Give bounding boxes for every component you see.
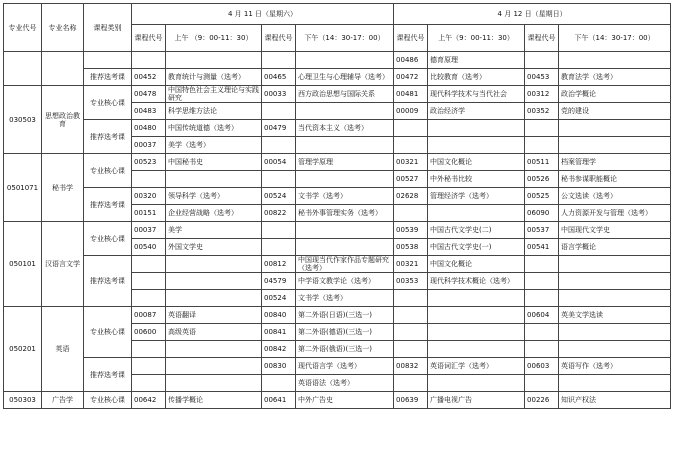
am1-course: 传播学概论 (166, 392, 262, 409)
am2-code: 02628 (394, 188, 428, 205)
pm2-code (525, 375, 559, 392)
pm1-code (262, 375, 296, 392)
pm1-code (262, 103, 296, 120)
table-row (4, 52, 671, 69)
am1-code: 00478 (132, 86, 166, 103)
am2-course: 政治经济学 (428, 103, 525, 120)
pm2-course: 秘书参谋职能概论 (559, 171, 671, 188)
am1-code (132, 375, 166, 392)
category-cell (84, 52, 132, 69)
pm1-code: 00054 (262, 154, 296, 171)
pm1-code: 04579 (262, 273, 296, 290)
am2-code: 00539 (394, 222, 428, 239)
table-row (4, 256, 671, 273)
pm1-code: 00641 (262, 392, 296, 409)
am1-course: 英语翻译 (166, 307, 262, 324)
table-row (4, 69, 671, 86)
pm1-course (296, 171, 394, 188)
pm2-code: 00511 (525, 154, 559, 171)
am2-course: 中国古代文学史(二) (428, 222, 525, 239)
major-name-cell: 汉语言文学 (42, 222, 84, 307)
am2-course (428, 205, 525, 222)
am1-course (166, 52, 262, 69)
header-day1: 4 月 11 日（星期六） (132, 4, 394, 25)
am1-course: 外国文学史 (166, 239, 262, 256)
am2-course: 中国文化概论 (428, 256, 525, 273)
am2-code: 00472 (394, 69, 428, 86)
pm2-code: 00537 (525, 222, 559, 239)
pm2-course: 英语写作（选考） (559, 358, 671, 375)
major-name-cell: 广告学 (42, 392, 84, 409)
am2-course (428, 120, 525, 137)
pm2-code: 00604 (525, 307, 559, 324)
am2-code: 00481 (394, 86, 428, 103)
category-cell: 专业核心课 (84, 392, 132, 409)
am2-code (394, 341, 428, 358)
pm1-course (296, 137, 394, 154)
am1-code (132, 273, 166, 290)
table-row (4, 392, 671, 409)
am1-code (132, 256, 166, 273)
pm1-course: 现代语言学（选考） (296, 358, 394, 375)
pm1-course: 文书学（选考） (296, 290, 394, 307)
pm1-course: 中学语文教学论（选考） (296, 273, 394, 290)
am1-code (132, 52, 166, 69)
category-cell: 推荐选考课 (84, 358, 132, 392)
am2-course: 现代科学技术概论（选考） (428, 273, 525, 290)
am2-course (428, 137, 525, 154)
am1-course: 教育统计与测量（选考） (166, 69, 262, 86)
pm1-code (262, 171, 296, 188)
pm1-code: 00822 (262, 205, 296, 222)
category-cell: 推荐选考课 (84, 120, 132, 154)
am2-course: 比较教育（选考） (428, 69, 525, 86)
pm1-course: 文书学（选考） (296, 188, 394, 205)
pm2-course: 档案管理学 (559, 154, 671, 171)
header-course-category: 课程类别 (84, 4, 132, 52)
am1-course: 科学思维方法论 (166, 103, 262, 120)
pm2-code (525, 273, 559, 290)
am1-code: 00483 (132, 103, 166, 120)
am1-course (166, 341, 262, 358)
major-code-cell: 0501071 (4, 154, 42, 222)
pm1-code: 00465 (262, 69, 296, 86)
am2-course: 中外秘书比较 (428, 171, 525, 188)
pm1-code (262, 137, 296, 154)
table-row (4, 358, 671, 375)
header-code-am2: 课程代号 (394, 25, 428, 52)
pm1-course: 第二外语(德语)(三选一) (296, 324, 394, 341)
am1-course: 中国特色社会主义理论与实践研究 (166, 86, 262, 103)
am1-code (132, 171, 166, 188)
header-pm-day1: 下午（14：30-17：00） (296, 25, 394, 52)
major-code-cell: 030503 (4, 86, 42, 154)
major-name-cell: 英语 (42, 307, 84, 392)
pm2-course: 中国现代文学史 (559, 222, 671, 239)
pm1-code: 00524 (262, 290, 296, 307)
category-cell: 专业核心课 (84, 154, 132, 188)
am2-code: 00353 (394, 273, 428, 290)
pm2-course: 教育法学（选考） (559, 69, 671, 86)
header-major-name: 专业名称 (42, 4, 84, 52)
am2-course: 英语词汇学（选考） (428, 358, 525, 375)
am2-code: 00639 (394, 392, 428, 409)
am2-course: 管理经济学（选考） (428, 188, 525, 205)
pm1-code: 00812 (262, 256, 296, 273)
am1-code: 00480 (132, 120, 166, 137)
major-code-cell: 050303 (4, 392, 42, 409)
am2-code (394, 120, 428, 137)
major-name-cell: 思想政治教育 (42, 86, 84, 154)
header-code-pm1: 课程代号 (262, 25, 296, 52)
am2-code: 00486 (394, 52, 428, 69)
pm1-code (262, 239, 296, 256)
header-am-day1: 上午 （9：00-11：30） (166, 25, 262, 52)
am2-code (394, 307, 428, 324)
am2-course (428, 307, 525, 324)
am2-code (394, 137, 428, 154)
pm2-course (559, 375, 671, 392)
table-row (4, 154, 671, 171)
am1-code: 00540 (132, 239, 166, 256)
pm1-course: 中外广告史 (296, 392, 394, 409)
am1-code: 00600 (132, 324, 166, 341)
pm2-course: 人力资源开发与管理（选考） (559, 205, 671, 222)
header-am-day2: 上午（9：00-11：30） (428, 25, 525, 52)
exam-schedule-sheet (3, 3, 671, 409)
pm2-code (525, 256, 559, 273)
pm2-code: 06090 (525, 205, 559, 222)
pm1-code: 00842 (262, 341, 296, 358)
header-day2: 4 月 12 日（星期日） (394, 4, 671, 25)
major-code-cell: 050101 (4, 222, 42, 307)
pm2-course (559, 120, 671, 137)
pm2-code: 00541 (525, 239, 559, 256)
am1-course (166, 256, 262, 273)
pm1-course: 中国现当代作家作品专题研究（选考） (296, 256, 394, 273)
pm2-code: 00603 (525, 358, 559, 375)
category-cell: 专业核心课 (84, 86, 132, 120)
am1-course: 美学 (166, 222, 262, 239)
pm1-code: 00841 (262, 324, 296, 341)
pm2-code: 00226 (525, 392, 559, 409)
table-row (4, 222, 671, 239)
am1-course (166, 358, 262, 375)
am1-course: 高级英语 (166, 324, 262, 341)
pm2-code (525, 137, 559, 154)
pm1-course: 当代资本主义（选考） (296, 120, 394, 137)
major-code-cell (4, 52, 42, 86)
am1-code: 00037 (132, 137, 166, 154)
am2-course: 现代科学技术与当代社会 (428, 86, 525, 103)
am2-course (428, 324, 525, 341)
pm1-code: 00033 (262, 86, 296, 103)
pm1-course (296, 103, 394, 120)
pm2-course: 知识产权法 (559, 392, 671, 409)
am1-course: 中国传统道德（选考） (166, 120, 262, 137)
pm1-code: 00524 (262, 188, 296, 205)
pm1-code (262, 52, 296, 69)
pm1-code: 00479 (262, 120, 296, 137)
category-cell: 专业核心课 (84, 222, 132, 256)
am1-code: 00037 (132, 222, 166, 239)
header-row-1 (4, 4, 671, 25)
header-code-pm2: 课程代号 (525, 25, 559, 52)
am2-code: 00538 (394, 239, 428, 256)
table-row (4, 120, 671, 137)
am2-code (394, 375, 428, 392)
am1-code: 00320 (132, 188, 166, 205)
table-row (4, 86, 671, 103)
am2-code (394, 290, 428, 307)
am1-code: 00452 (132, 69, 166, 86)
category-cell: 推荐选考课 (84, 256, 132, 307)
pm1-course: 秘书外事管理实务（选考） (296, 205, 394, 222)
am1-course: 领导科学（选考） (166, 188, 262, 205)
am2-course (428, 290, 525, 307)
am2-code: 00832 (394, 358, 428, 375)
pm2-course: 公文选读（选考） (559, 188, 671, 205)
am1-course: 中国秘书史 (166, 154, 262, 171)
am2-course: 中国古代文学史(一) (428, 239, 525, 256)
pm2-course: 英美文学选读 (559, 307, 671, 324)
pm1-course: 心理卫生与心理辅导（选考） (296, 69, 394, 86)
pm2-course (559, 256, 671, 273)
header-major-code: 专业代号 (4, 4, 42, 52)
pm2-course (559, 137, 671, 154)
pm2-code: 00453 (525, 69, 559, 86)
am2-course: 中国文化概论 (428, 154, 525, 171)
pm1-course: 第二外语(日语)(三选一) (296, 307, 394, 324)
pm2-course (559, 52, 671, 69)
am2-code: 00009 (394, 103, 428, 120)
category-cell: 推荐选考课 (84, 188, 132, 222)
am1-code (132, 358, 166, 375)
am1-course (166, 273, 262, 290)
am1-code (132, 290, 166, 307)
pm2-course (559, 273, 671, 290)
am1-code: 00523 (132, 154, 166, 171)
major-code-cell: 050201 (4, 307, 42, 392)
pm1-course (296, 52, 394, 69)
pm1-course: 第二外语(俄语)(三选一) (296, 341, 394, 358)
am1-course: 美学（选考） (166, 137, 262, 154)
pm2-course: 语言学概论 (559, 239, 671, 256)
table-row (4, 307, 671, 324)
pm1-course: 英语语法（选考） (296, 375, 394, 392)
am2-code (394, 205, 428, 222)
pm2-course (559, 341, 671, 358)
pm2-course (559, 324, 671, 341)
pm2-code (525, 341, 559, 358)
am1-code: 00151 (132, 205, 166, 222)
am2-course (428, 375, 525, 392)
pm1-code: 00830 (262, 358, 296, 375)
table-row (4, 188, 671, 205)
am1-course (166, 290, 262, 307)
header-pm-day2: 下午（14：30-17：00） (559, 25, 671, 52)
am2-code (394, 324, 428, 341)
am2-course (428, 341, 525, 358)
am1-code: 00642 (132, 392, 166, 409)
pm2-code (525, 120, 559, 137)
pm2-code (525, 52, 559, 69)
am2-code: 00527 (394, 171, 428, 188)
major-name-cell (42, 52, 84, 86)
am1-code: 00087 (132, 307, 166, 324)
pm2-course (559, 290, 671, 307)
am2-course: 广播电视广告 (428, 392, 525, 409)
am1-course (166, 375, 262, 392)
pm1-course (296, 239, 394, 256)
pm2-course: 党的建设 (559, 103, 671, 120)
am2-code: 00321 (394, 256, 428, 273)
pm2-code: 00525 (525, 188, 559, 205)
pm2-course: 政治学概论 (559, 86, 671, 103)
pm1-course (296, 222, 394, 239)
pm1-code (262, 222, 296, 239)
header-code-am1: 课程代号 (132, 25, 166, 52)
pm1-course: 管理学原理 (296, 154, 394, 171)
pm1-code: 00840 (262, 307, 296, 324)
am1-course (166, 171, 262, 188)
pm2-code (525, 324, 559, 341)
exam-schedule-table (3, 3, 671, 409)
pm2-code: 00352 (525, 103, 559, 120)
am2-code: 00321 (394, 154, 428, 171)
am2-course: 德育原理 (428, 52, 525, 69)
category-cell: 专业核心课 (84, 307, 132, 358)
am1-code (132, 341, 166, 358)
pm1-course: 西方政治思想与国际关系 (296, 86, 394, 103)
category-cell: 推荐选考课 (84, 69, 132, 86)
pm2-code: 00526 (525, 171, 559, 188)
major-name-cell: 秘书学 (42, 154, 84, 222)
pm2-code (525, 290, 559, 307)
pm2-code: 00312 (525, 86, 559, 103)
am1-course: 企业经营战略（选考） (166, 205, 262, 222)
